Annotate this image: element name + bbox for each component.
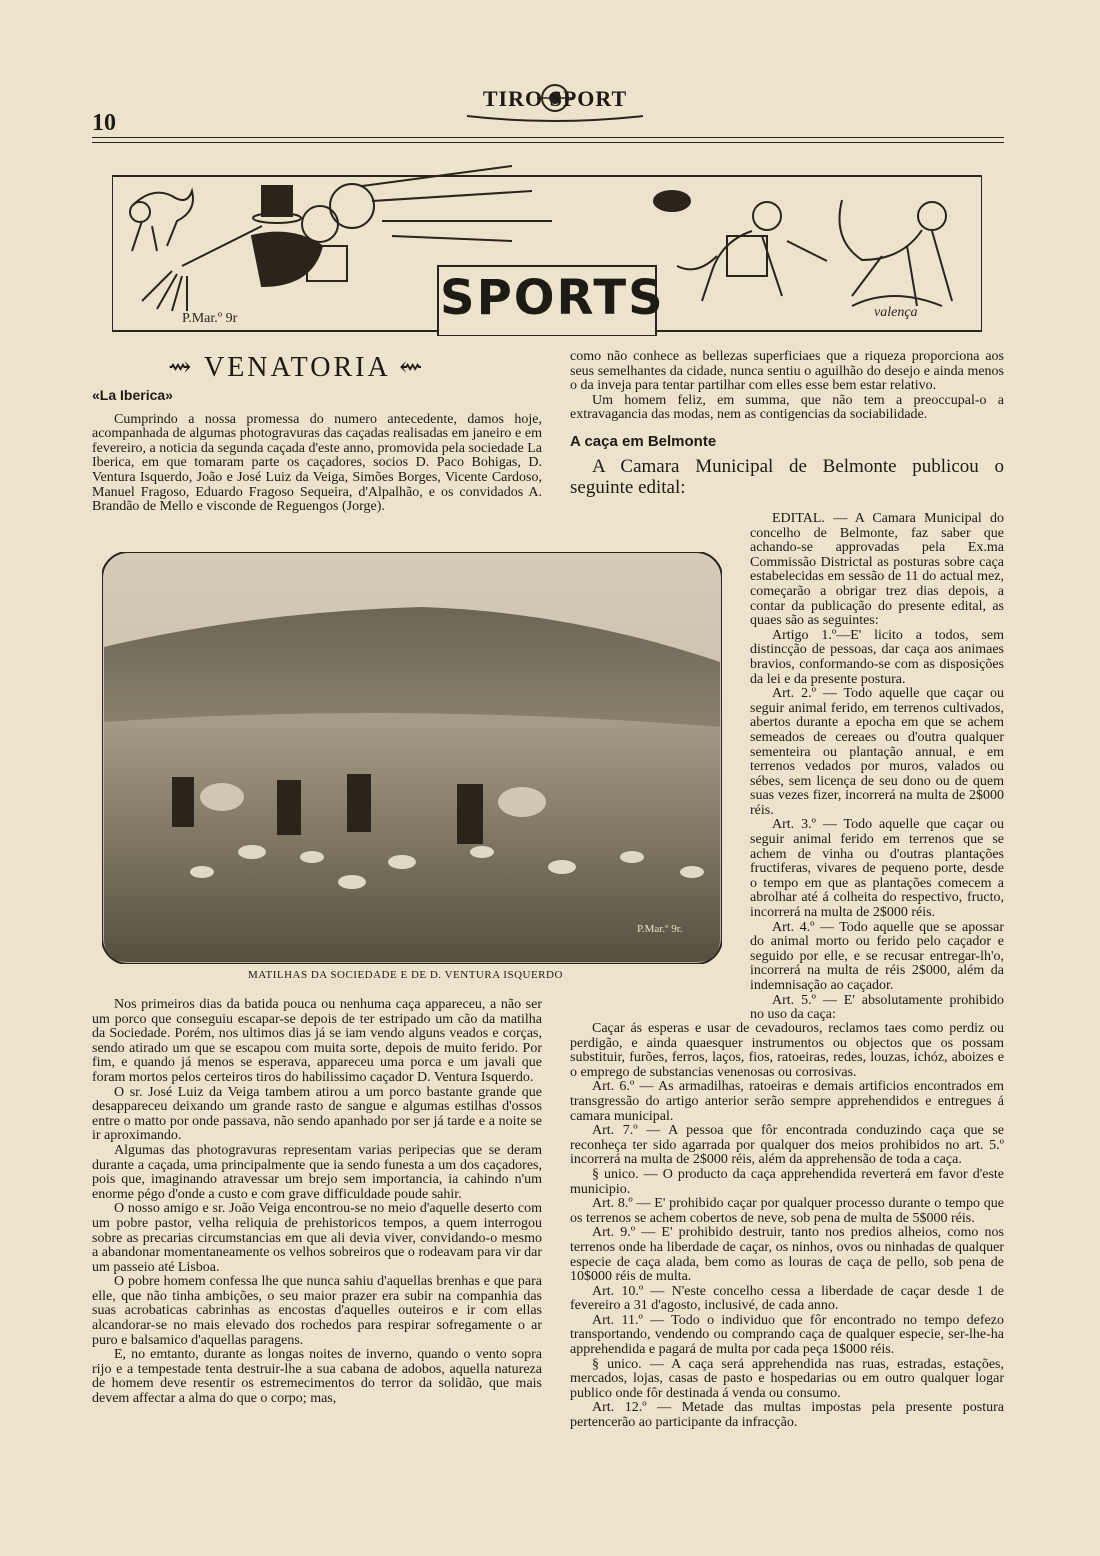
la-iberica-subheading: «La Iberica» (92, 387, 173, 403)
edital-article: § unico. — O producto da caça apprehendida reverterá em favor d'este municipio. (570, 1166, 1004, 1197)
venatoria-heading (168, 350, 426, 384)
body-paragraph: E, no emtanto, durante as longas noites de inverno, quando o vento sopra rijo e a tempestade tenta destruir-lhe a sua cabana de adobos, aquella natureza de homem deve resentir os estremecimentos do terror da solidão, que mais devem affectar a alma do que o corpo; mas, (92, 1347, 542, 1407)
edital-article: Art. 5.º — E' absolutamente prohibido no uso da caça: (750, 992, 1004, 1023)
edital-wide-column (570, 1022, 1004, 1431)
masthead-logo (455, 78, 655, 124)
belmonte-heading: A caça em Belmonte (570, 432, 717, 450)
edital-article: Art. 8.º — E' prohibido caçar por qualquer processo durante o tempo que os terrenos se achem cobertos de neve, sob pena de multa de 5$000 réis. (570, 1196, 1004, 1226)
edital-article: Art. 4.º — Todo aquelle que se apossar do animal morto ou ferido pelo caçador e seguido por elle, e se recusar entregar-lh'o, incorrerá na multa de réis 2$000, além da indemnisação ao caçador. (750, 919, 1004, 993)
header-rule (92, 137, 1004, 138)
page-number: 10 (92, 110, 116, 136)
edital-article: Artigo 1.º—E' licito a todos, sem distincção de pessoas, dar caça aos animaes bravios, conformando-se com as disposições da lei e da presente postura. (750, 627, 1004, 687)
edital-article: Art. 6.º — As armadilhas, ratoeiras e demais artificios encontrados em transgressão do artigo anterior serão sempre apprehendidos e entregues á camara municipal. (570, 1079, 1004, 1124)
body-paragraph: Algumas das photogravuras representam varias peripecias que se deram durante a caçada, uma principalmente que ia sendo funesta a um dos caçadores, pois que, imaginando atravessar um brejo sem importancia, ia cahindo n'um enorme pégo d'onde a custo e com grave difficuldade poude sahir. (92, 1142, 542, 1202)
body-paragraph: O pobre homem confessa lhe que nunca sahiu d'aquellas brenhas e que para elle, que não tinha ambições, o seu maior prazer era subir na companhia das suas acrobaticas cabrinhas as encostas d'aquelles outeiros e ir com ellas alcandorar-se no mais elevado dos rochedos para respirar sofregamente o ar puro e balsamico d'aquellas paragens. (92, 1274, 542, 1348)
ornament-left-icon: ⇝ (168, 352, 204, 383)
intro-paragraph: Cumprindo a nossa promessa do numero antecedente, damos hoje, acompanhada de algumas photogravuras das caçadas realisadas em janeiro e em fevereiro, a noticia da segunda caçada d'este anno, promovida pela sociedade La Iberica, em que tomaram parte os caçadores, socios D. Paco Bohigas, D. Ventura Isquerdo, João e José Luiz da Veiga, Simões Borges, Vicente Cardoso, Manuel Fragoso, Eduardo Fragoso Sequeira, d'Alpalhão, e os convidados A. Brandão de Mello e visconde de Reguengos (Jorge). (92, 411, 542, 515)
edital-article: EDITAL. — A Camara Municipal do concelho de Belmonte, faz saber que achando-se approvadas pela Ex.ma Commissão Districtal as posturas sobre caça estabelecidas em sessão de 11 do actual mez, começarão a obrigar trez dias depois, a contar da publicação do presente edital, as quaes são as seguintes: (750, 511, 1004, 629)
continuation-paragraph: como não conhece as bellezas superficiaes que a riqueza proporciona aos seus semelhantes da cidade, nunca sentiu o aguilhão do desejo e ainda menos o da inveja para tentar partilhar com elles esse bem estar relativo. (570, 349, 1004, 394)
edital-article: Art. 7.º — A pessoa que fôr encontrada conduzindo caça que se reconheça ter sido agarrada por qualquer dos meios prohibidos no art. 5.º incorrerá na multa de 2$000 réis, além da apprehensão de toda a caça. (570, 1123, 1004, 1168)
artist-signature-right: valença (874, 305, 918, 320)
hunting-photograph (102, 552, 722, 964)
edital-article: § unico. — A caça será apprehendida nas ruas, estradas, estações, mercados, lojas, casas de pasto e hospedarias ou em outro qualquer logar publico onde fôr destinada á venda ou consumo. (570, 1356, 1004, 1401)
edital-narrow-column (750, 512, 1004, 1023)
belmonte-lead: A Camara Municipal de Belmonte publicou o seguinte edital: (570, 455, 1004, 498)
edital-article: Art. 3.º — Todo aquelle que caçar ou seguir animal ferido em terrenos que se achem de vinha ou d'outras plantações fructiferas, vivares de pequeno porte, desde o tempo em que as plantações comecem a abrolhar até á colheita do respectivo, fructo, incorrerá na multa de 2$000 réis. (750, 817, 1004, 921)
artist-signature-left: P.Mar.º 9r (182, 311, 238, 326)
edital-article: Art. 2.º — Todo aquelle que caçar ou seguir animal ferido, em terrenos cultivados, abertos durante a epocha em que se achem semeados de cereaes ou d'outra qualquer sementeira ou plantação annual, e em terrenos vedados por muros, valados ou sébes, sem licença de seu dono ou de quem suas vezes fizer, incorrerá na multa de 2$000 réis. (750, 686, 1004, 818)
edital-article: Caçar ás esperas e usar de cevadouros, reclamos taes como perdiz ou perdigão, e ainda quaesquer instrumentos ou objectos que os possam substituir, furões, ferros, laços, fios, ratoeiras, redes, louzas, ichóz, aboizes e o emprego de substancias venenosas ou corrosivas. (570, 1021, 1004, 1080)
continuation-paragraph: Um homem feliz, em summa, que não tem a preoccupal-o a extravagancia das modas, nem as contigencias da sociabilidade. (570, 392, 1004, 423)
edital-article: Art. 12.º — Metade das multas impostas pela presente postura pertencerão ao participante da infracção. (570, 1400, 1004, 1431)
photo-signature: P.Mar.º 9r. (637, 923, 683, 935)
body-paragraph: O sr. José Luiz da Veiga tambem atirou a um porco bastante grande que desappareceu deixando um grande rasto de sangue e algumas estilhas d'ossos entre o matto por onde passava, não sendo apanhado por ser já tarde e a noite se ir aproximando. (92, 1084, 542, 1144)
masthead-title: TIRO SPORT (482, 86, 628, 111)
banner-title: SPORTS (440, 270, 665, 326)
left-intro-block (92, 388, 542, 515)
body-paragraph: O nosso amigo e sr. João Veiga encontrou-se no meio d'aquelle deserto com um pobre pastor, velha reliquia de prehistoricos tempos, a quem interrogou sobre as precarias circumstancias em que ali devia viver, convidando-o mesmo a abandonar momentaneamente os velhos sobreiros que o rodeavam para vir dar um passeio até Lisboa. (92, 1201, 542, 1275)
edital-article: Art. 11.º — Todo o individuo que fôr encontrado no tempo defezo transportando, vendendo ou comprando caça de qualquer especie, ser-lhe-ha apprehendida e pagará de multa por cada peça 1$000 réis. (570, 1312, 1004, 1358)
edital-article: Art. 10.º — N'este concelho cessa a liberdade de caçar desde 1 de fevereiro a 31 d'agosto, inclusivé, de cada anno. (570, 1283, 1004, 1314)
hunting-photo-image (102, 552, 722, 964)
left-lower-column (92, 998, 542, 1407)
ornament-right-icon: ⇜ (389, 352, 426, 383)
venatoria-title: VENATORIA (203, 352, 390, 383)
body-paragraph: Nos primeiros dias da batida pouca ou nenhuma caça appareceu, a não ser um porco que conseguiu escapar-se depois de ter estripado um cão da matilha da Sociedade. Porém, nos ultimos dias já se iam vendo alguns veados e corças, sendo atirado um que se escapou com muita sorte, depois de muito ferido. Por fim, e quando já menos se esperava, appareceu uma porca e um javali que foram mortos pelos certeiros tiros do habilissimo caçador D. Ventura Isquerdo. (92, 997, 542, 1085)
right-top-column (570, 350, 1004, 498)
photo-caption: MATILHAS DA SOCIEDADE E DE D. VENTURA ISQUERDO (248, 969, 563, 981)
edital-article: Art. 9.º — E' prohibido destruir, tanto nos predios alheios, como nos terrenos onde ha liberdade de caçar, os ninhos, ovos ou ninhadas de qualquer especie de caça alada, bem como as louras de caça de pello, sob pena de 10$000 réis de multa. (570, 1225, 1004, 1285)
header-rule-thin (92, 142, 1004, 143)
